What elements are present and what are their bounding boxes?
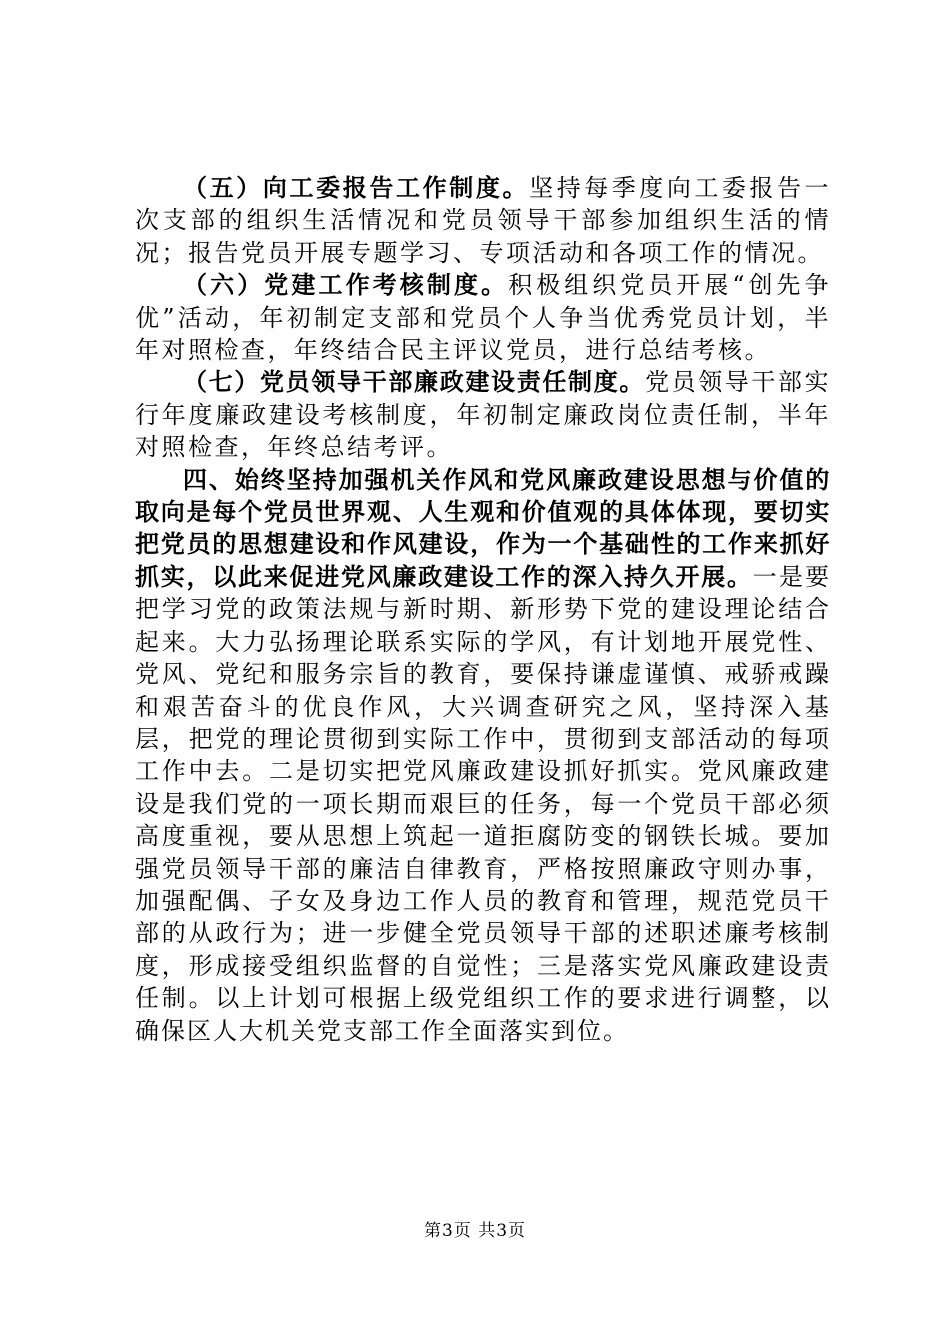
paragraph-text: 一是要把学习党的政策法规与新时期、新形势下党的建设理论结合起来。大力弘扬理论联系实际的学风，有计划地开展党性、党风、党纪和服务宗旨的教育，要保持谦虚谨慎、戒骄戒躁和艰苦奋斗的优良作风，大兴调查研究之风，坚持深入基层，把党的理论贯彻到实际工作中，贯彻到支部活动的每项工作中去。二是切实把党风廉政建设抓好抓实。党风廉政建设是我们党的一项长期而艰巨的任务，每一个党员干部必须高度重视，要从思想上筑起一道拒腐防变的钢铁长城。要加强党员领导干部的廉洁自律教育，严格按照廉政守则办事，加强配偶、子女及身边工作人员的教育和管理，规范党员干部的从政行为；进一步健全党员领导干部的述职述廉考核制度，形成接受组织监督的自觉性；三是落实党风廉政建设责任制。以上计划可根据上级党组织工作的要求进行调整，以确保区人大机关党支部工作全面落实到位。 — [135, 562, 831, 1045]
page-number-footer: 第3页 共3页 — [423, 1221, 527, 1241]
paragraph-integrity-system — [135, 366, 831, 463]
paragraph-heading: （七）党员领导干部廉政建设责任制度。 — [183, 368, 646, 397]
paragraph-text: 坚持每季度向工委报告一次支部的组织生活情况和党员领导干部参加组织生活的情况；报告党员开展专题学习、专项活动和各项工作的情况。 — [135, 174, 831, 267]
paragraph-heading: （五）向工委报告工作制度。 — [183, 174, 530, 202]
paragraph-text: 党员领导干部实行年度廉政建设考核制度，年初制定廉政岗位责任制，半年对照检查，年终总结考评。 — [135, 368, 831, 462]
paragraph-reporting-system — [135, 172, 831, 269]
paragraph-work-style — [135, 464, 831, 1047]
document-body — [135, 172, 831, 1047]
paragraph-assessment-system — [135, 269, 831, 366]
paragraph-heading: （六）党建工作考核制度。 — [183, 271, 509, 300]
paragraph-heading: 四、始终坚持加强机关作风和党风廉政建设思想与价值的取向是每个党员世界观、人生观和价值观的具体体现，要切实把党员的思想建设和作风建设，作为一个基础性的工作来抓好抓实，以此来促进党风廉政建设工作的深入持久开展。 — [135, 465, 831, 591]
paragraph-text: 积极组织党员开展“创先争优”活动，年初制定支部和党员个人争当优秀党员计划，半年对照检查，年终结合民主评议党员，进行总结考核。 — [135, 271, 831, 365]
